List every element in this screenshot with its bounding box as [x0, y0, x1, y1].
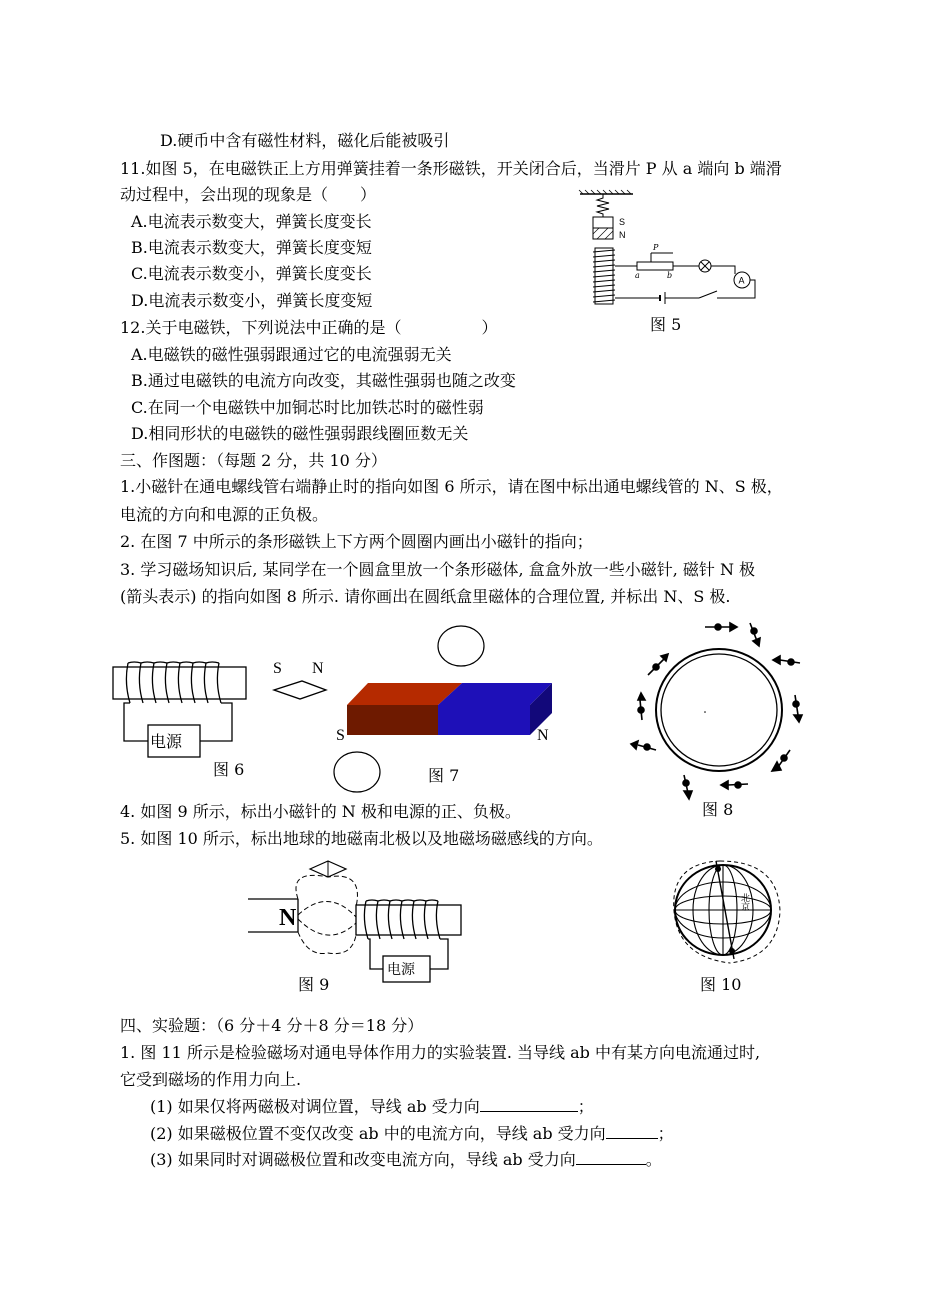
sub3-text: (3) 如果同时对调磁极位置和改变电流方向，导线 ab 受力向 [150, 1150, 576, 1169]
fig5-ammeter-label: A [738, 275, 745, 286]
sub3-end: 。 [645, 1150, 662, 1169]
section-3-heading: 三、作图题：（每题 2 分，共 10 分） [120, 451, 387, 470]
fig6-power-label: 电源 [150, 732, 183, 751]
fig7-label-n: N [537, 727, 549, 744]
q10-option-d: D.硬币中含有磁性材料，磁化后能被吸引 [160, 131, 450, 150]
fig6-compass-n: N [312, 660, 324, 677]
drawing-q3-line2: (箭头表示) 的指向如图 8 所示. 请你画出在圆纸盒里磁体的合理位置, 并标出 N、S 极. [120, 587, 731, 606]
fig5-label-n: N [619, 230, 626, 240]
fig7-label-s: S [336, 727, 345, 744]
fig10-city-label: 北京 [739, 893, 749, 911]
q12-stem: 12.关于电磁铁，下列说法中正确的是（ ） [120, 318, 498, 337]
figure-6-caption: 图 6 [213, 760, 245, 779]
figure-5-caption: 图 5 [650, 315, 682, 334]
answer-blank-3[interactable] [576, 1150, 646, 1165]
experiment-q1-sub3 [150, 1150, 662, 1170]
q12-option-c: C.在同一个电磁铁中加铜芯时比加铁芯时的磁性弱 [131, 398, 484, 417]
experiment-q1-sub2 [150, 1124, 674, 1144]
q12-option-d: D.相同形状的电磁铁的磁性强弱跟线圈匝数无关 [131, 424, 469, 443]
fig5-label-b: b [667, 271, 673, 280]
figure-8-caption: 图 8 [702, 800, 734, 819]
fig5-label-a: a [635, 271, 640, 280]
q11-option-a: A.电流表示数变大，弹簧长度变长 [131, 212, 372, 231]
figure-10-earth [660, 853, 790, 973]
answer-blank-1[interactable] [480, 1097, 578, 1112]
experiment-q1-line2: 它受到磁场的作用力向上. [120, 1070, 302, 1089]
fig7-bottom-circle [334, 752, 380, 792]
figure-5-circuit [575, 190, 775, 315]
sub1-text: (1) 如果仅将两磁极对调位置，导线 ab 受力向 [150, 1097, 480, 1116]
fig7-top-circle [438, 626, 484, 666]
q11-stem-line2: 动过程中，会出现的现象是（ ） [120, 185, 377, 204]
experiment-q1-line1: 1. 图 11 所示是检验磁场对通电导体作用力的实验装置. 当导线 ab 中有某方向电流通过时, [120, 1043, 761, 1062]
q11-option-b: B.电流表示数变大，弹簧长度变短 [131, 238, 372, 257]
answer-blank-2[interactable] [606, 1124, 658, 1139]
figure-10-caption: 图 10 [700, 975, 742, 994]
q11-stem-line1: 11.如图 5，在电磁铁正上方用弹簧挂着一条形磁铁，开关闭合后，当滑片 P 从 a 端向 b 端滑 [120, 159, 782, 178]
drawing-q3-line1: 3. 学习磁场知识后, 某同学在一个圆盒里放一个条形磁体, 盒盒外放一些小磁针, 磁针 N 极 [120, 560, 756, 579]
section-4-heading: 四、实验题：（6 分＋4 分＋8 分＝18 分） [120, 1016, 424, 1035]
drawing-q1-line2: 电流的方向和电源的正负极。 [120, 505, 329, 524]
drawing-q4: 4. 如图 9 所示，标出小磁针的 N 极和电源的正、负极。 [120, 802, 521, 821]
magnet-red-front [347, 705, 438, 735]
figure-7-caption: 图 7 [428, 766, 460, 785]
sub2-end: ； [657, 1124, 674, 1143]
experiment-q1-sub1 [150, 1097, 594, 1117]
fig9-power-label: 电源 [387, 962, 415, 978]
drawing-q1-line1: 1.小磁针在通电螺线管右端静止时的指向如图 6 所示，请在图中标出通电螺线管的 N、S 极， [120, 477, 783, 496]
sub1-end: ； [577, 1097, 594, 1116]
q11-option-c: C.电流表示数变小，弹簧长度变长 [131, 264, 372, 283]
figure-9-caption: 图 9 [298, 975, 330, 994]
fig9-label-n: N [279, 905, 297, 931]
figure-6-solenoid [110, 655, 255, 760]
q11-option-d: D.电流表示数变小，弹簧长度变短 [131, 291, 373, 310]
sub2-text: (2) 如果磁极位置不变仅改变 ab 中的电流方向，导线 ab 受力向 [150, 1124, 606, 1143]
fig5-label-s: S [619, 217, 626, 227]
figure-8-circular-box [620, 615, 820, 805]
q12-option-a: A.电磁铁的磁性强弱跟通过它的电流强弱无关 [131, 345, 452, 364]
q12-option-b: B.通过电磁铁的电流方向改变，其磁性强弱也随之改变 [131, 371, 516, 390]
magnet-blue-front [438, 705, 530, 735]
drawing-q5: 5. 如图 10 所示，标出地球的地磁南北极以及地磁场磁感线的方向。 [120, 829, 603, 848]
drawing-q2: 2. 在图 7 中所示的条形磁铁上下方两个圆圈内画出小磁针的指向； [120, 532, 593, 551]
figure-9-magnet-solenoid [248, 857, 473, 997]
fig6-compass-s: S [273, 660, 282, 677]
fig5-label-p: P [653, 243, 659, 252]
